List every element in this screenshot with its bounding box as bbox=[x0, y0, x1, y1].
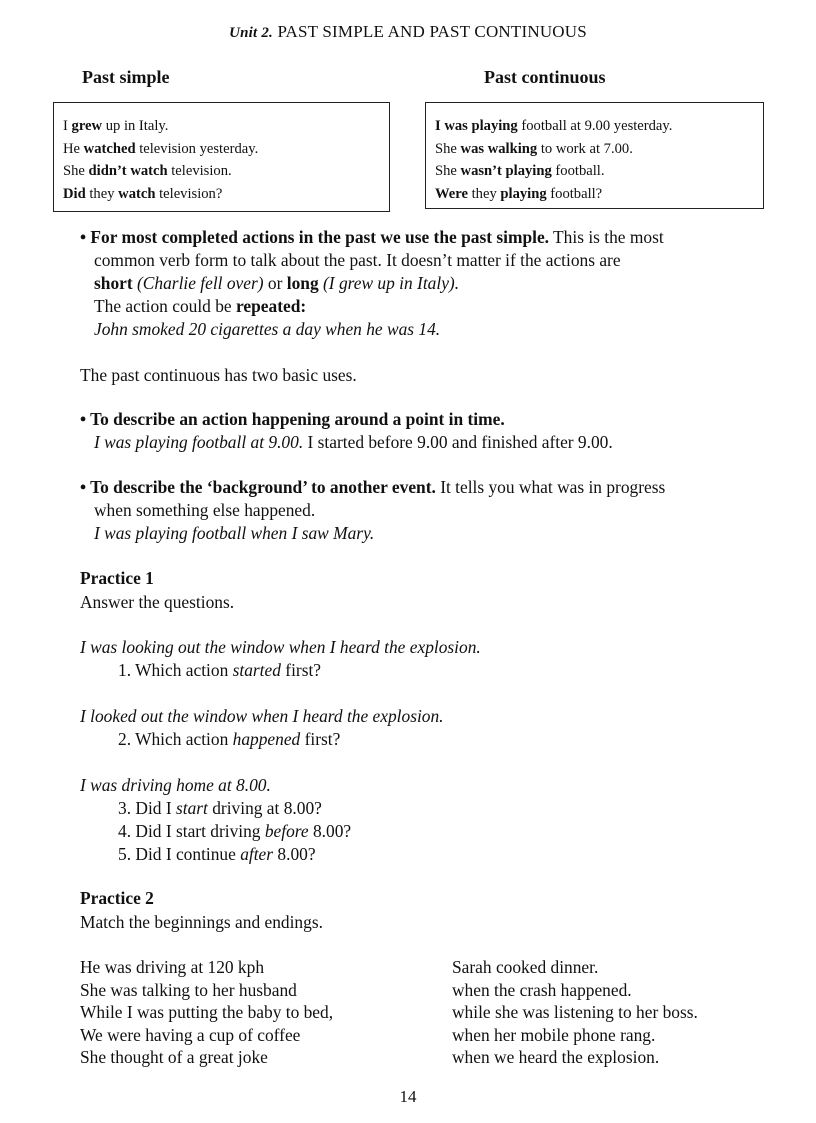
bold-text: I was playing bbox=[435, 118, 518, 134]
text-run: football at 9.00 yesterday. bbox=[517, 118, 673, 134]
bullet-past-simple-line-3 bbox=[94, 272, 459, 295]
example-line bbox=[63, 138, 381, 161]
past-simple-box bbox=[53, 102, 390, 212]
example-line bbox=[435, 183, 755, 206]
text-run: first? bbox=[300, 729, 341, 749]
bullet-point-in-time-example bbox=[94, 431, 613, 454]
italic-text: (Charlie fell over) bbox=[137, 273, 264, 293]
practice-1-question-1 bbox=[118, 659, 321, 682]
text-run: football. bbox=[551, 163, 605, 179]
italic-text: I was playing football at 9.00. bbox=[94, 432, 304, 452]
italic-text: before bbox=[264, 821, 309, 841]
bullet-past-simple-example bbox=[94, 318, 440, 341]
italic-text: I was driving home at 8.00. bbox=[80, 775, 271, 795]
bullet-point-in-time-heading bbox=[80, 408, 505, 431]
text-run: or bbox=[263, 273, 287, 293]
example-line bbox=[435, 160, 755, 183]
text-run: She bbox=[435, 140, 461, 157]
italic-text: started bbox=[232, 660, 281, 680]
text-run: 2. Which action bbox=[118, 729, 233, 749]
ending-item: Sarah cooked dinner. bbox=[452, 957, 599, 977]
unit-title: PAST SIMPLE AND PAST CONTINUOUS bbox=[277, 22, 587, 41]
past-continuous-intro: The past continuous has two basic uses. bbox=[80, 365, 357, 385]
italic-text: I was playing football when I saw Mary. bbox=[94, 523, 375, 543]
text-run: up in Italy. bbox=[102, 118, 169, 134]
page-number: 14 bbox=[399, 1087, 417, 1106]
practice-1-question-2 bbox=[118, 728, 340, 751]
text-run: She bbox=[63, 163, 89, 179]
text-run: 4. Did I start driving bbox=[118, 821, 265, 841]
ending-item: when we heard the explosion. bbox=[452, 1047, 660, 1067]
text-run: I bbox=[63, 118, 72, 134]
practice-1-question-5 bbox=[118, 843, 316, 866]
bold-text: was walking bbox=[460, 140, 538, 157]
beginning-item: He was driving at 120 kph bbox=[80, 957, 265, 977]
text-run: This is the most bbox=[549, 227, 664, 247]
bullet-background-heading bbox=[80, 476, 665, 499]
practice-2-title: Practice 2 bbox=[80, 888, 154, 908]
bold-text: long bbox=[286, 273, 319, 293]
example-line bbox=[63, 183, 381, 206]
bullet-past-simple-line-4 bbox=[94, 295, 306, 318]
text-run: driving at 8.00? bbox=[207, 798, 322, 818]
text-run: first? bbox=[280, 660, 322, 680]
bold-text: short bbox=[94, 273, 133, 293]
bold-text: Were bbox=[435, 185, 468, 202]
text-run: football? bbox=[546, 185, 603, 202]
bold-text: • For most completed actions in the past we use the past simple. bbox=[80, 227, 550, 247]
practice-1-sentence-3 bbox=[80, 774, 271, 797]
text-run: He bbox=[63, 140, 84, 157]
bold-text: Did bbox=[63, 185, 86, 202]
text-run: She bbox=[435, 163, 461, 179]
bold-text: wasn’t playing bbox=[460, 163, 552, 179]
italic-text: I was looking out the window when I heard the explosion. bbox=[80, 637, 481, 657]
text-run: when something else happened. bbox=[94, 500, 316, 520]
text-run: 8.00? bbox=[273, 844, 316, 864]
example-line bbox=[435, 138, 755, 161]
practice-1-instruction: Answer the questions. bbox=[80, 592, 235, 612]
text-run: they bbox=[85, 185, 119, 202]
italic-text: I looked out the window when I heard the explosion. bbox=[80, 706, 444, 726]
italic-text: happened bbox=[232, 729, 301, 749]
bold-text: didn’t watch bbox=[88, 163, 168, 179]
bold-text: grew bbox=[71, 118, 103, 134]
practice-2-beginnings bbox=[80, 956, 333, 1069]
beginning-item: She was talking to her husband bbox=[80, 979, 297, 1000]
text-run: 3. Did I bbox=[118, 798, 176, 818]
practice-2-endings bbox=[452, 956, 698, 1069]
text-run: television? bbox=[155, 185, 223, 202]
practice-2-instruction: Match the beginnings and endings. bbox=[80, 912, 323, 932]
ending-item: while she was listening to her boss. bbox=[452, 1002, 698, 1022]
practice-1-sentence-1 bbox=[80, 636, 481, 659]
beginning-item: We were having a cup of coffee bbox=[80, 1024, 301, 1045]
unit-label: Unit 2. bbox=[229, 25, 273, 41]
practice-1-sentence-2 bbox=[80, 705, 444, 728]
bold-text: repeated: bbox=[235, 296, 307, 316]
beginning-item: She thought of a great joke bbox=[80, 1047, 268, 1067]
example-line bbox=[435, 115, 755, 138]
text-run: The action could be bbox=[94, 296, 236, 316]
example-line bbox=[63, 115, 381, 138]
text-run: they bbox=[467, 185, 501, 202]
text-run: to work at 7.00. bbox=[537, 140, 633, 157]
bullet-past-simple-line-1 bbox=[80, 226, 664, 249]
bullet-past-simple-line-2 bbox=[94, 249, 621, 272]
text-run: 8.00? bbox=[308, 821, 352, 841]
practice-1-question-3 bbox=[118, 797, 322, 820]
page-header bbox=[0, 22, 816, 42]
past-continuous-heading: Past continuous bbox=[484, 67, 606, 87]
bold-text: watched bbox=[83, 140, 136, 157]
practice-1-title: Practice 1 bbox=[80, 568, 154, 588]
example-line bbox=[63, 160, 381, 183]
ending-item: when her mobile phone rang. bbox=[452, 1024, 656, 1045]
bullet-background-example bbox=[94, 522, 374, 545]
text-run: I started before 9.00 and finished after 9.00. bbox=[303, 432, 613, 452]
ending-item: when the crash happened. bbox=[452, 979, 632, 1000]
bullet-background-line-2 bbox=[94, 499, 315, 522]
italic-text: start bbox=[175, 798, 208, 818]
past-continuous-box bbox=[425, 102, 764, 209]
beginning-item: While I was putting the baby to bed, bbox=[80, 1002, 334, 1022]
text-run: It tells you what was in progress bbox=[435, 477, 666, 497]
italic-text: after bbox=[240, 844, 274, 864]
text-run: television yesterday. bbox=[135, 140, 259, 157]
text-run: television. bbox=[167, 163, 232, 179]
text-run: 5. Did I continue bbox=[118, 844, 241, 864]
past-simple-heading: Past simple bbox=[82, 67, 170, 87]
italic-text: (I grew up in Italy). bbox=[323, 273, 460, 293]
bold-text: • To describe an action happening around a point in time. bbox=[80, 409, 505, 429]
bold-text: watch bbox=[118, 185, 156, 202]
bold-text: • To describe the ‘background’ to another event. bbox=[80, 477, 436, 497]
text-run: 1. Which action bbox=[118, 660, 233, 680]
practice-1-question-4 bbox=[118, 820, 351, 843]
bold-text: playing bbox=[500, 185, 547, 202]
italic-text: John smoked 20 cigarettes a day when he was 14. bbox=[94, 319, 441, 339]
text-run: common verb form to talk about the past. It doesn’t matter if the actions are bbox=[94, 250, 621, 270]
